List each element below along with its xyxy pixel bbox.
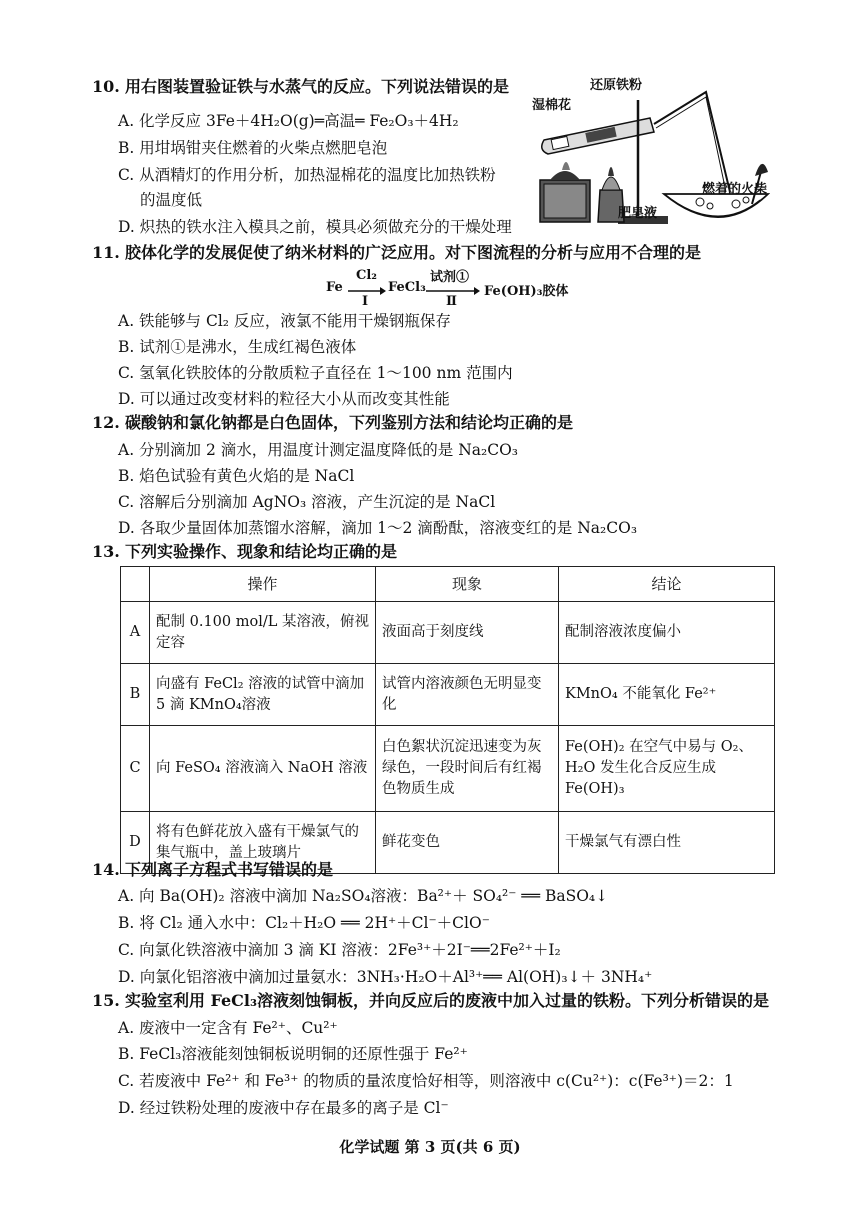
iron-steam-apparatus-figure: [530, 72, 770, 232]
row-phenomenon: 液面高于刻度线: [376, 602, 559, 664]
label-soap-solution: 肥皂液: [618, 206, 658, 221]
table-header-blank: [121, 567, 150, 602]
row-operation: 配制 0.100 mol/L 某溶液，俯视定容: [150, 602, 376, 664]
question-12-option-b: B. 焰色试验有黄色火焰的是 NaCl: [118, 467, 355, 485]
row-phenomenon: 试管内溶液颜色无明显变化: [376, 664, 559, 726]
question-14-option-b: B. 将 Cl₂ 通入水中：Cl₂＋H₂O ══ 2H⁺＋Cl⁻＋ClO⁻: [118, 914, 490, 932]
label-wet-cotton: 湿棉花: [532, 98, 572, 113]
question-14-option-a: A. 向 Ba(OH)₂ 溶液中滴加 Na₂SO₄溶液：Ba²⁺＋ SO₄²⁻ ══ BaSO₄↓: [118, 887, 609, 905]
question-10-option-b: B. 用坩埚钳夹住燃着的火柴点燃肥皂泡: [118, 139, 388, 157]
row-operation: 向 FeSO₄ 溶液滴入 NaOH 溶液: [150, 726, 376, 812]
flow-step-2: Ⅱ: [446, 294, 457, 309]
row-phenomenon: 白色絮状沉淀迅速变为灰绿色，一段时间后有红褐色物质生成: [376, 726, 559, 812]
label-iron-powder: 还原铁粉: [590, 78, 643, 93]
flow-reagent-2: 试剂①: [430, 270, 470, 285]
question-11-option-c: C. 氢氧化铁胶体的分散质粒子直径在 1～100 nm 范围内: [118, 364, 513, 382]
row-key: B: [121, 664, 150, 726]
flow-fecl3: FeCl₃: [388, 280, 426, 295]
row-phenomenon: 鲜花变色: [376, 812, 559, 874]
row-conclusion: 配制溶液浓度偏小: [559, 602, 775, 664]
flow-diagram: [326, 270, 606, 310]
table-row: [121, 602, 775, 664]
flow-product: Fe(OH)₃胶体: [484, 284, 569, 299]
table-row: [121, 664, 775, 726]
row-operation: 将有色鲜花放入盛有干燥氯气的集气瓶中，盖上玻璃片: [150, 812, 376, 874]
question-11-stem: 11. 胶体化学的发展促使了纳米材料的广泛应用。对下图流程的分析与应用不合理的是: [92, 243, 701, 262]
row-conclusion: Fe(OH)₂ 在空气中易与 O₂、H₂O 发生化合反应生成 Fe(OH)₃: [559, 726, 775, 812]
page-footer: 化学试题 第 3 页(共 6 页): [339, 1138, 521, 1156]
question-10-option-c-line1: C. 从酒精灯的作用分析，加热湿棉花的温度比加热铁粉: [118, 166, 496, 184]
question-10-option-a: A. 化学反应 3Fe＋4H₂O(g)═高温═ Fe₂O₃＋4H₂: [118, 112, 459, 130]
question-11-option-a: A. 铁能够与 Cl₂ 反应，液氯不能用干燥钢瓶保存: [118, 312, 451, 330]
question-14-option-d: D. 向氯化铝溶液中滴加过量氨水：3NH₃·H₂O＋Al³⁺══ Al(OH)₃↓＋ 3NH₄⁺: [118, 968, 653, 986]
question-13-stem: 13. 下列实验操作、现象和结论均正确的是: [92, 542, 397, 561]
label-burning-match: 燃着的火柴: [702, 182, 768, 197]
question-12-option-c: C. 溶解后分别滴加 AgNO₃ 溶液，产生沉淀的是 NaCl: [118, 493, 496, 511]
flow-fe: Fe: [326, 280, 343, 295]
row-conclusion: KMnO₄ 不能氧化 Fe²⁺: [559, 664, 775, 726]
row-key: C: [121, 726, 150, 812]
question-10-stem: 10. 用右图装置验证铁与水蒸气的反应。下列说法错误的是: [92, 77, 509, 96]
question-15-stem: 15. 实验室利用 FeCl₃溶液刻蚀铜板，并向反应后的废液中加入过量的铁粉。下列分析错误的是: [92, 991, 769, 1010]
flow-step-1: Ⅰ: [362, 294, 369, 309]
experiment-table: [120, 566, 775, 874]
question-15-option-d: D. 经过铁粉处理的废液中存在最多的离子是 Cl⁻: [118, 1099, 449, 1117]
row-key: D: [121, 812, 150, 874]
flow-reagent-1: Cl₂: [356, 268, 377, 283]
row-key: A: [121, 602, 150, 664]
row-conclusion: 干燥氯气有漂白性: [559, 812, 775, 874]
question-10-option-d: D. 炽热的铁水注入模具之前，模具必须做充分的干燥处理: [118, 218, 512, 236]
question-14-stem: 14. 下列离子方程式书写错误的是: [92, 860, 333, 879]
question-10-option-c-line2: 的温度低: [140, 191, 203, 209]
table-header-phenomenon: 现象: [376, 567, 559, 602]
question-12-option-d: D. 各取少量固体加蒸馏水溶解，滴加 1～2 滴酚酞，溶液变红的是 Na₂CO₃: [118, 519, 638, 537]
table-header-row: [121, 567, 775, 602]
question-12-option-a: A. 分别滴加 2 滴水，用温度计测定温度降低的是 Na₂CO₃: [118, 441, 518, 459]
question-15-option-c: C. 若废液中 Fe²⁺ 和 Fe³⁺ 的物质的量浓度恰好相等，则溶液中 c(Cu²⁺)：c(Fe³⁺)＝2：1: [118, 1072, 734, 1090]
table-header-operation: 操作: [150, 567, 376, 602]
question-14-option-c: C. 向氯化铁溶液中滴加 3 滴 KI 溶液：2Fe³⁺＋2I⁻══2Fe²⁺＋I₂: [118, 941, 561, 959]
question-15-option-a: A. 废液中一定含有 Fe²⁺、Cu²⁺: [118, 1019, 338, 1037]
table-header-conclusion: 结论: [559, 567, 775, 602]
table-row: [121, 726, 775, 812]
question-11-option-d: D. 可以通过改变材料的粒径大小从而改变其性能: [118, 390, 450, 408]
question-11-option-b: B. 试剂①是沸水，生成红褐色液体: [118, 338, 357, 356]
question-12-stem: 12. 碳酸钠和氯化钠都是白色固体，下列鉴别方法和结论均正确的是: [92, 413, 573, 432]
question-15-option-b: B. FeCl₃溶液能刻蚀铜板说明铜的还原性强于 Fe²⁺: [118, 1045, 468, 1063]
row-operation: 向盛有 FeCl₂ 溶液的试管中滴加 5 滴 KMnO₄溶液: [150, 664, 376, 726]
